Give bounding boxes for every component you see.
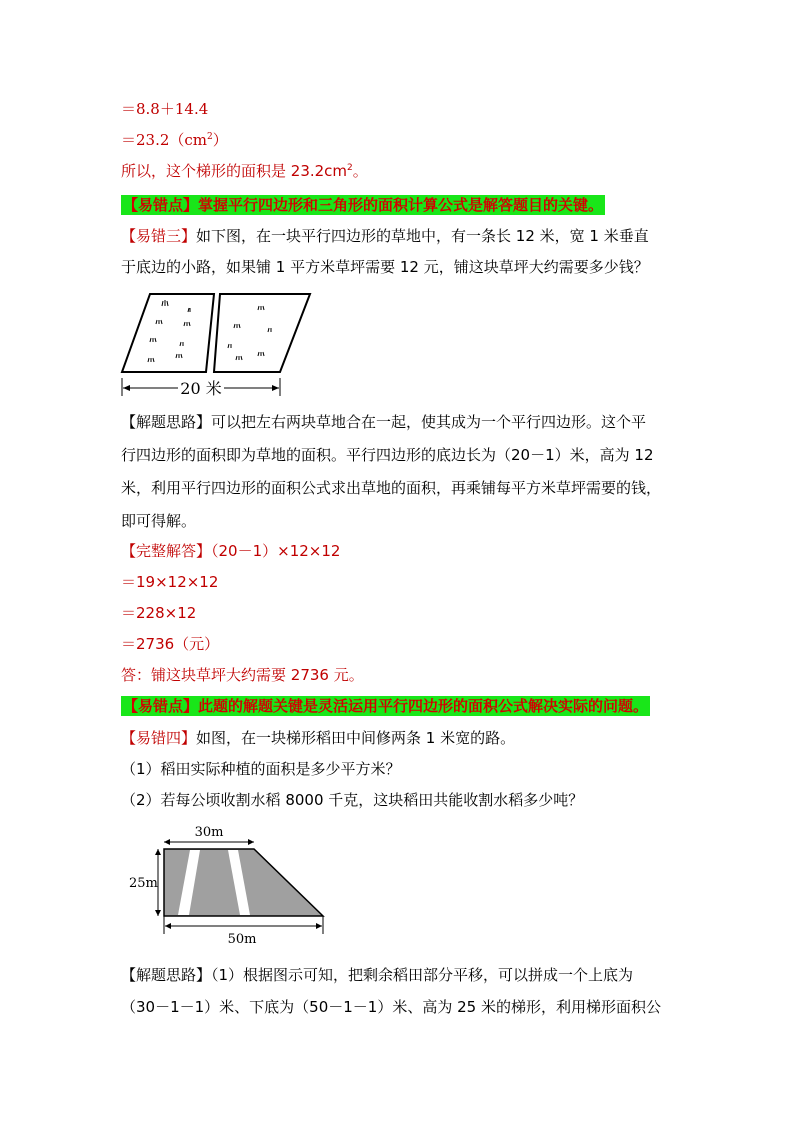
left-arrow-bottom: [155, 910, 161, 916]
q4-text-1: 如图，在一块梯形稻田中间修两条 1 米宽的路。: [196, 729, 516, 747]
q4-thought-text-1: （1）根据图示可知，把剩余稻田部分平移，可以拼成一个上底为: [211, 966, 634, 984]
top-arrow-right: [248, 839, 254, 845]
q3-thought-text-1: 可以把左右两块草地合在一起，使其成为一个平行四边形。这个平: [211, 413, 647, 431]
q3-answer-line-2: ＝19×12×12: [121, 573, 219, 591]
arrow-head-right: [272, 385, 279, 391]
calc-conclusion-text: 所以，这个梯形的面积是 23.2cm: [121, 162, 348, 180]
q3-thought-tag: 【解题思路】: [121, 413, 212, 431]
tip-1-highlight: 【易错点】掌握平行四边形和三角形的面积计算公式是解答题目的关键。: [123, 196, 604, 214]
q3-answer-line-3: ＝228×12: [121, 604, 197, 622]
q3-tag: 【易错三】: [121, 227, 197, 245]
bottom-arrow-right: [316, 923, 322, 929]
calc-conclusion-end: 。: [352, 162, 368, 180]
arrow-head-left: [123, 385, 130, 391]
left-arrow-top: [155, 849, 161, 855]
q4-thought-tag: 【解题思路】: [121, 966, 212, 984]
superscript: 2: [347, 163, 353, 173]
q4-line-1: [121, 727, 515, 749]
calc-line-1: ＝8.8＋14.4: [121, 100, 209, 118]
calc-conclusion: [121, 160, 368, 182]
grass-plot-right: [214, 294, 310, 372]
q3-answer-line-1: [121, 540, 340, 562]
q3-line-2: 于底边的小路，如果铺 1 平方米草坪需要 12 元，铺这块草坪大约需要多少钱？: [121, 258, 649, 276]
calc-line-2: [121, 129, 228, 151]
q4-tag: 【易错四】: [121, 729, 197, 747]
top-dimension-label: 30m: [194, 825, 224, 840]
tip-1: [121, 194, 605, 216]
q4-sub-2: （2）若每公顷收割水稻 8000 千克，这块稻田共能收割水稻多少吨？: [121, 791, 584, 809]
grass-figure: [118, 288, 318, 398]
calc-line-2-text: ＝23.2（cm: [121, 131, 208, 149]
q3-thought-line-4: 即可得解。: [121, 512, 197, 530]
top-arrow-left: [164, 839, 170, 845]
base-label: 20 米: [180, 379, 222, 398]
q4-thought-line-1: [121, 964, 633, 986]
q3-answer-conclusion: 答：铺这块草坪大约需要 2736 元。: [121, 666, 364, 684]
q3-thought-line-2: 行四边形的面积即为草地的面积。平行四边形的底边长为（20－1）米，高为 12: [121, 446, 654, 464]
paddy-figure: [128, 822, 328, 948]
q3-answer-tag: 【完整解答】: [121, 542, 212, 560]
q3-line-1: [121, 225, 649, 247]
q3-answer-line-4: ＝2736（元）: [121, 635, 220, 653]
q3-thought-line-3: 米，利用平行四边形的面积公式求出草地的面积，再乘铺每平方米草坪需要的钱，: [121, 479, 662, 497]
q4-sub-1: （1）稻田实际种植的面积是多少平方米？: [121, 760, 401, 778]
bottom-dimension-label: 50m: [227, 932, 257, 947]
tip-2: [121, 695, 650, 717]
q3-text-1: 如下图，在一块平行四边形的草地中，有一条长 12 米，宽 1 米垂直: [196, 227, 649, 245]
bottom-arrow-left: [165, 923, 171, 929]
q3-answer-expr: （20－1）×12×12: [211, 542, 341, 560]
q3-thought-line-1: [121, 411, 646, 433]
left-dimension-label: 25m: [129, 876, 158, 891]
calc-line-2-end: ）: [212, 131, 228, 149]
tip-2-highlight: 【易错点】此题的解题关键是灵活运用平行四边形的面积公式解决实际的问题。: [123, 697, 649, 715]
superscript: 2: [207, 132, 213, 142]
q4-thought-line-2: （30－1－1）米、下底为（50－1－1）米、高为 25 米的梯形，利用梯形面积公: [121, 998, 661, 1016]
